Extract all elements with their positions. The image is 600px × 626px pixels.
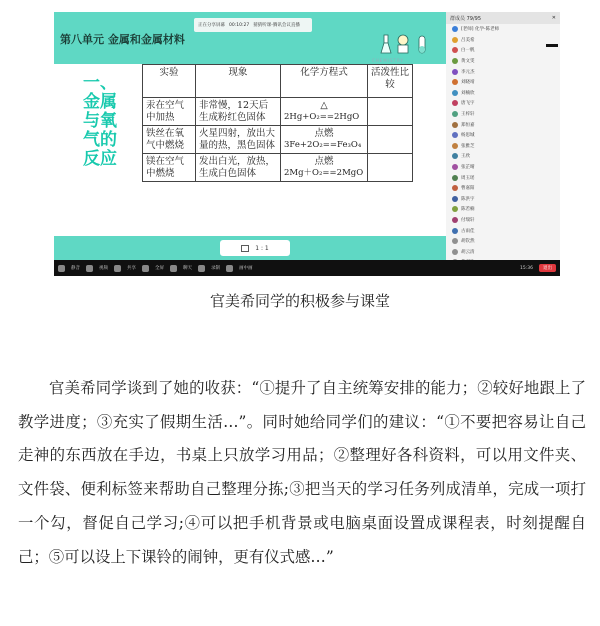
participant-name: 胡钦然	[461, 239, 475, 245]
participant-item[interactable]	[446, 204, 560, 215]
chemistry-tag: CHEMISTRY	[372, 58, 404, 63]
clock: 15:36	[520, 265, 533, 271]
participant-item[interactable]	[446, 183, 560, 194]
equation-cell	[281, 98, 368, 126]
participant-item[interactable]	[446, 172, 560, 183]
participant-name: 李元杰	[461, 69, 475, 75]
reaction-condition: 点燃	[314, 156, 334, 167]
fullscreen-icon[interactable]	[142, 265, 149, 272]
participant-item[interactable]	[446, 35, 560, 46]
participant-list	[446, 24, 560, 268]
participant-name: 王梓轩	[461, 112, 475, 118]
avatar	[452, 132, 458, 138]
avatar	[452, 26, 458, 32]
close-icon[interactable]: ✕	[551, 15, 556, 21]
column-header: 现象	[196, 65, 281, 98]
participant-name: 杨思城	[461, 133, 475, 139]
avatar	[452, 249, 458, 255]
participant-item[interactable]	[446, 130, 560, 141]
avatar	[452, 69, 458, 75]
avatar	[452, 175, 458, 181]
participant-item[interactable]	[446, 56, 560, 67]
avatar	[452, 228, 458, 234]
participant-name: 陈洪宇	[461, 196, 475, 202]
participant-item[interactable]	[446, 162, 560, 173]
beaker-icon	[397, 34, 409, 54]
participant-item[interactable]	[446, 77, 560, 88]
avatar	[452, 111, 458, 117]
participant-name: 张芷晴	[461, 165, 475, 171]
avatar	[452, 238, 458, 244]
body-paragraph: 官美希同学谈到了她的收获：“①提升了自主统筹安排的能力；②较好地跟上了教学进度；③充实了假期生活…”。同时她给同学们的建议：“①不要把容易让自己走神的东西放在手边，书桌上只放学习用品；②整理好各科资料，可以用文件夹、文件袋、便利标签来帮助自己整理分拣;③把当天的学习任务列成清单，完成一项打一个勾，督促自己学习;④可以把手机背景或电脑桌面设置成课程表，时刻提醒自己；⑤可以设上下课铃的闹钟，更有仪式感…”	[18, 379, 586, 566]
record-icon[interactable]	[198, 265, 205, 272]
avatar	[452, 79, 458, 85]
avatar	[452, 206, 458, 212]
participant-item[interactable]	[446, 45, 560, 56]
lesson-screenshot	[54, 12, 560, 276]
chemical-equation: 2Hg+O₂==2HgO	[284, 111, 360, 122]
avatar	[452, 90, 458, 96]
section-title: 一、金属与氧气的反应	[83, 73, 117, 169]
chat-icon[interactable]	[170, 265, 177, 272]
participant-name: 陈若楠	[461, 207, 475, 213]
participant-item[interactable]	[446, 119, 560, 130]
equation-cell	[281, 126, 368, 154]
pip-icon[interactable]	[226, 265, 233, 272]
participant-name: 刘晓靖	[461, 80, 475, 86]
participant-item[interactable]	[446, 109, 560, 120]
reaction-condition: △	[320, 100, 328, 111]
share-icon[interactable]	[114, 265, 121, 272]
control-label[interactable]: 视频	[99, 266, 108, 271]
participant-name: 周玉瑶	[461, 175, 475, 181]
participant-item[interactable]	[446, 98, 560, 109]
participant-name: 曹嘉阳	[461, 186, 475, 192]
reaction-condition: 点燃	[314, 128, 334, 139]
avatar	[452, 153, 458, 159]
control-label[interactable]: 聊天	[183, 266, 192, 271]
participant-item[interactable]	[446, 24, 560, 35]
participant-item[interactable]	[446, 215, 560, 226]
participant-name: 胡云清	[461, 249, 475, 255]
microphone-icon[interactable]	[58, 265, 65, 272]
experiment-cell: 镁在空气中燃烧	[143, 154, 196, 182]
experiment-cell: 汞在空气中加热	[143, 98, 196, 126]
table-row	[143, 98, 413, 126]
control-label[interactable]: 共享	[127, 266, 136, 271]
participant-item[interactable]	[446, 88, 560, 99]
page-number: 1 : 1	[255, 244, 269, 252]
avatar	[452, 122, 458, 128]
table-header-row	[143, 65, 413, 98]
control-label[interactable]: 全屏	[155, 266, 164, 271]
experiment-cell: 铁丝在氧气中燃烧	[143, 126, 196, 154]
exit-button[interactable]: 退出	[539, 264, 556, 272]
activity-cell	[368, 154, 413, 182]
participant-item[interactable]	[446, 225, 560, 236]
participant-name: 黄文雯	[461, 59, 475, 65]
flask-icon	[380, 34, 392, 54]
table-row	[143, 126, 413, 154]
slide-title: 第八单元 金属和金属材料	[60, 33, 185, 46]
participant-count: 群成员 79/95	[450, 15, 481, 22]
equation-cell	[281, 154, 368, 182]
participant-panel	[446, 12, 560, 260]
participant-item[interactable]	[446, 246, 560, 257]
column-header: 活泼性比较	[368, 65, 413, 98]
phenomenon-cell: 发出白光，放热，生成白色固体	[196, 154, 281, 182]
participant-name: 刘楠欣	[461, 90, 475, 96]
figure-caption: 官美希同学的积极参与课堂	[209, 292, 390, 310]
participant-name: 郑恒嘉	[461, 122, 475, 128]
participant-name: 唐飞宇	[461, 101, 475, 107]
phenomenon-cell: 火星四射，放出大量的热，黑色固体	[196, 126, 281, 154]
participant-header	[446, 12, 560, 24]
avatar	[452, 185, 458, 191]
participant-name: [老师] 化学-陈老师	[461, 27, 500, 33]
participant-item[interactable]	[446, 194, 560, 205]
control-label[interactable]: 画中画	[239, 266, 253, 271]
participant-name: 吕美希	[461, 37, 475, 43]
avatar	[452, 143, 458, 149]
reaction-table	[142, 64, 413, 182]
avatar	[452, 37, 458, 43]
live-status-item: 猜猜听课-腾讯会议直播	[253, 23, 300, 28]
participant-name: 付瑞轩	[461, 217, 475, 223]
participant-name: 白一帆	[461, 48, 475, 54]
slides-icon	[241, 245, 249, 252]
participant-name: 张雅芝	[461, 143, 475, 149]
avatar	[452, 58, 458, 64]
meeting-control-bar	[54, 260, 560, 276]
meeting-status-bar	[194, 18, 312, 32]
avatar	[452, 196, 458, 202]
participant-item[interactable]	[446, 236, 560, 247]
avatar	[452, 164, 458, 170]
control-label[interactable]: 静音	[71, 266, 80, 271]
avatar	[452, 217, 458, 223]
participant-name: 王欣	[461, 154, 470, 160]
table-row	[143, 154, 413, 182]
chemical-equation: 3Fe+2O₂==Fe₃O₄	[284, 139, 362, 150]
camera-icon[interactable]	[86, 265, 93, 272]
live-status-item: 正在分享屏幕	[198, 23, 225, 28]
chemical-equation: 2Mg＋O₂==2MgO	[284, 167, 364, 178]
cursor-mark	[546, 44, 558, 47]
column-header: 化学方程式	[281, 65, 368, 98]
activity-cell	[368, 126, 413, 154]
participant-item[interactable]	[446, 141, 560, 152]
phenomenon-cell: 非常慢，12天后生成粉红色固体	[196, 98, 281, 126]
avatar	[452, 100, 458, 106]
page-indicator[interactable]	[220, 240, 290, 256]
column-header: 实验	[143, 65, 196, 98]
lesson-slide	[54, 12, 446, 260]
participant-item[interactable]	[446, 151, 560, 162]
avatar	[452, 47, 458, 53]
test-tube-icon	[416, 34, 428, 54]
participant-name: 古雨佳	[461, 228, 475, 234]
activity-cell	[368, 98, 413, 126]
live-status-item: 00:10:27	[229, 22, 250, 28]
participant-item[interactable]	[446, 66, 560, 77]
control-label[interactable]: 录制	[211, 266, 220, 271]
